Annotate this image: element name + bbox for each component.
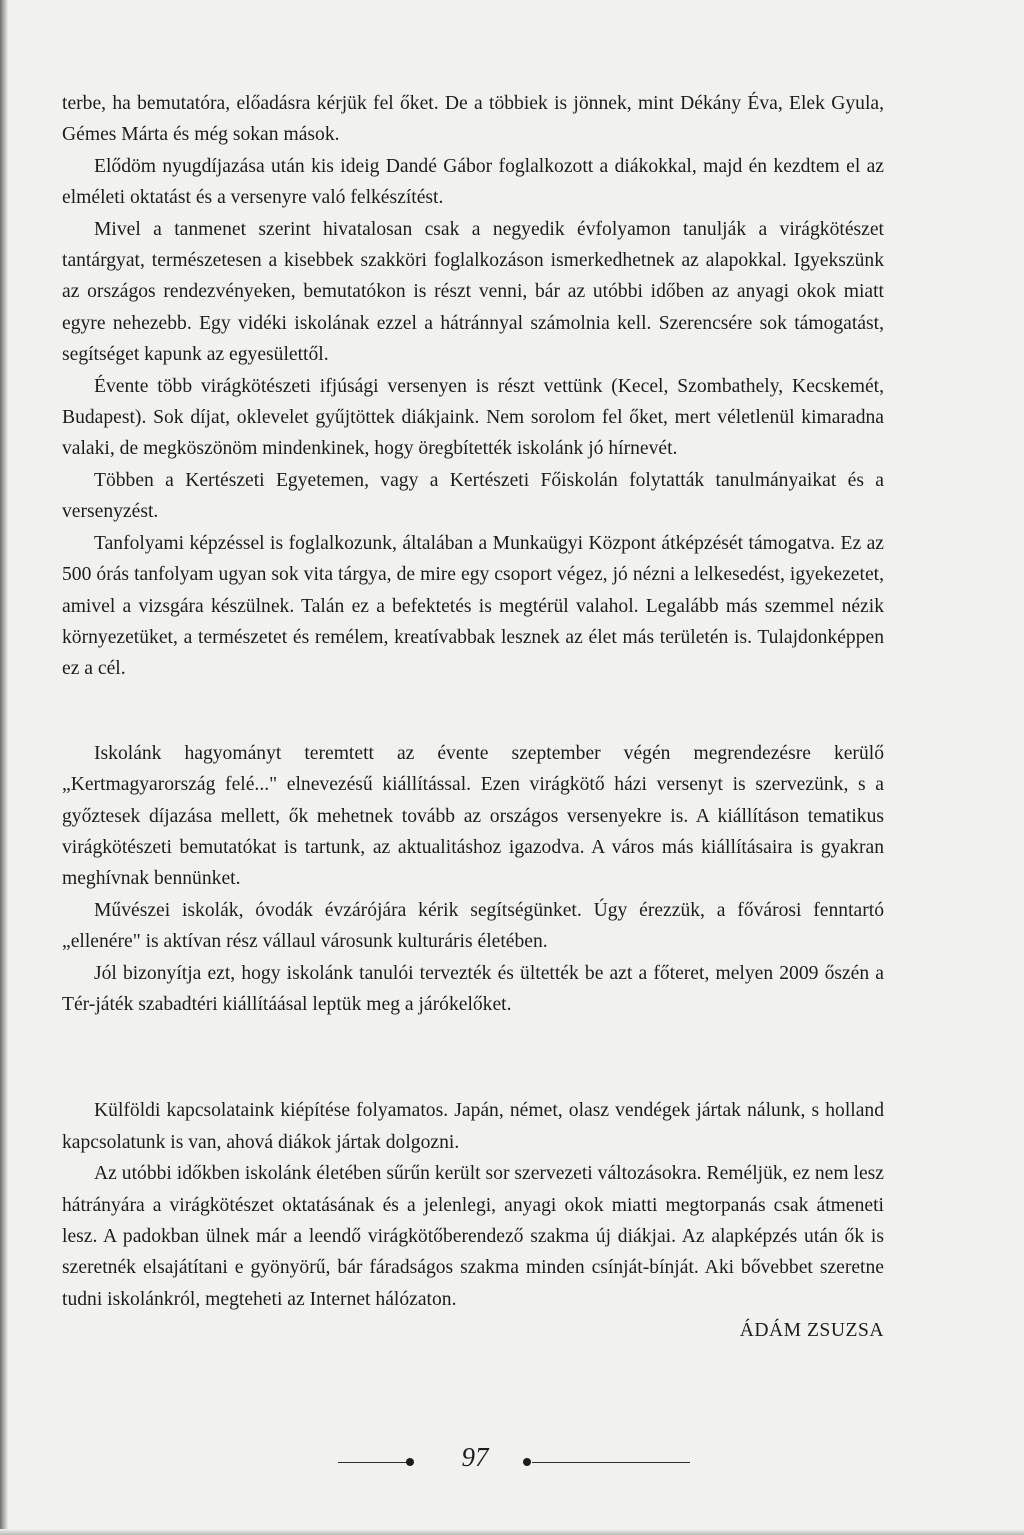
footer-bullet-right bbox=[523, 1458, 531, 1466]
page-body bbox=[62, 88, 884, 1347]
paragraph: Művészei iskolák, óvodák évzárójára kérik segítségünket. Úgy érezzük, a fővárosi fenntartó „ellenére" is aktívan rész vállaul városunk kulturáris életében. bbox=[62, 899, 884, 953]
page-bottom-edge bbox=[0, 1529, 1024, 1535]
paragraph: Többen a Kertészeti Egyetemen, vagy a Kertészeti Főiskolán folytatták tanulmányaikat és a versenyzést. bbox=[62, 469, 884, 523]
paragraph: Jól bizonyítja ezt, hogy iskolánk tanulói tervezték és ültették be azt a főteret, melyen 2009 őszén a Tér-játék szabadtéri kiállítáásal leptük meg a járókelőket. bbox=[62, 962, 884, 1015]
paragraph: Az utóbbi időkben iskolánk életében sűrűn került sor szervezeti változásokra. Reméljük, ez nem lesz hátrányára a virágkötészet oktatásának és a jelenlegi, anyagi okok miatti megtorpanás csak átmeneti lesz. A padokban ülnek már a leendő virágkötőberendező szakma új diákjai. Az alapképzés után ők is szeretnék elsajátítani e gyönyörű, bár fáradságos szakma minden csínját-bínját. Aki bővebbet szeretne tudni iskolánkról, megteheti az Internet hálózaton. bbox=[62, 1163, 884, 1310]
page-footer bbox=[0, 1440, 1024, 1480]
footer-rule-left bbox=[338, 1462, 408, 1463]
author-signature: ÁDÁM ZSUZSA bbox=[739, 1320, 884, 1342]
footer-bullet-left bbox=[406, 1458, 414, 1466]
paragraph: Külföldi kapcsolataink kiépítése folyamatos. Japán, német, olasz vendégek jártak nálunk, s holland kapcsolatunk is van, ahová diákok jártak dolgozni. bbox=[62, 1100, 884, 1153]
page-number: 97 bbox=[461, 1442, 489, 1472]
paragraph: Évente több virágkötészeti ifjúsági versenyen is részt vettünk (Kecel, Szombathely, Kecskemét, Budapest). Sok díjat, oklevelet gyűjtöttek diákjaink. Nem sorolom fel őket, mert véletlenül kimaradna valaki, de megköszönöm mindenkinek, hogy öregbítették iskolánk jó hírnevét. bbox=[62, 375, 884, 460]
paragraph: terbe, ha bemutatóra, előadásra kérjük fel őket. De a többiek is jönnek, mint Dékány Éva, Elek Gyula, Gémes Márta és még sokan mások. bbox=[62, 93, 884, 146]
paragraph: Mivel a tanmenet szerint hivatalosan csak a negyedik évfolyamon tanulják a virágkötészet tantárgyat, természetesen a kisebbek szakköri foglalkozáson ismerkedhetnek az alapokkal. Igyekszünk az országos rendezvényeken, bemutatókon is részt venni, bár az utóbbi időben az anyagi okok miatt egyre nehezebb. Egy vidéki iskolának ezzel a hátránnyal számolnia kell. Szerencsére sok támogatást, segítséget kapunk az egyesülettől. bbox=[62, 218, 884, 366]
paragraph: Tanfolyami képzéssel is foglalkozunk, általában a Munkaügyi Központ átképzését támogatva. Ez az 500 órás tanfolyam ugyan sok vita tárgya, de mire egy csoport végez, jó nézni a lelkesedést, igyekezetet, amivel a vizsgára készülnek. Talán ez a befektetés is megtérül valahol. Legalább más szemmel nézik környezetüket, a természetet és remélem, kreatívabbak lesznek az élet más területén is. Tulajdonképpen ez a cél. bbox=[62, 532, 884, 680]
footer-rule-right bbox=[532, 1462, 690, 1463]
book-spine-shadow bbox=[0, 0, 8, 1535]
paragraph: Iskolánk hagyományt teremtett az évente szeptember végén megrendezésre kerülő „Kertmagyarország felé..." elnevezésű kiállítással. Ezen virágkötő házi versenyt is szervezünk, s a győztesek díjazása mellett, ők mehetnek tovább az országos versenyekre is. A kiállításon tematikus virágkötészeti bemutatókat is tartunk, az aktualitáshoz igazodva. A város más kiállításaira is gyakran meghívnak bennünket. bbox=[62, 742, 884, 890]
paragraph: Elődöm nyugdíjazása után kis ideig Dandé Gábor foglalkozott a diákokkal, majd én kezdtem el az elméleti oktatást és a versenyre való felkészítést. bbox=[62, 155, 884, 209]
section-gap bbox=[62, 1020, 884, 1095]
section-gap bbox=[62, 685, 884, 738]
